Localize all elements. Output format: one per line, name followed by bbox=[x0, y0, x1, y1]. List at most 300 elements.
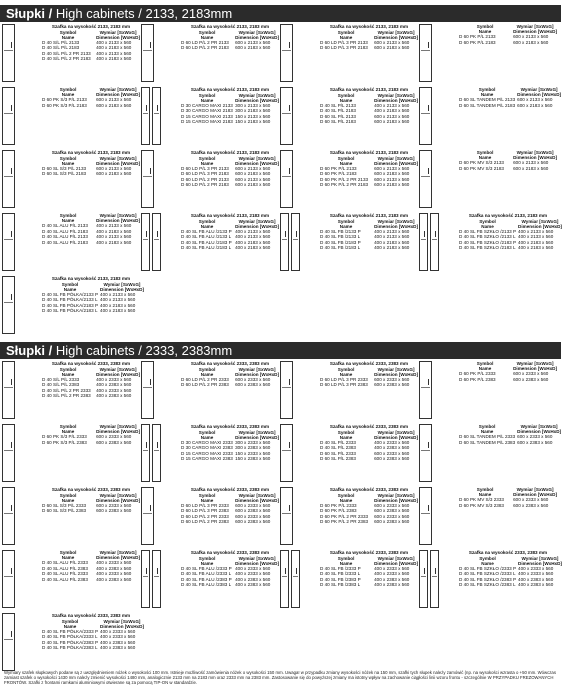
product-title: Szafka na wysokość 2333, 2383 mm bbox=[51, 487, 131, 492]
product-spec bbox=[320, 87, 418, 125]
symbol-value: D 60 LD P/L 2 PR 2183 bbox=[181, 45, 229, 51]
dimension-value: 600 x 2383 x 560 bbox=[374, 519, 410, 525]
symbol-value: D 40 SL FB ALU /2383 P bbox=[181, 576, 232, 582]
symbol-value: D 40 SL FB /2333 P bbox=[320, 565, 361, 571]
dimension-value: 600 x 2183 x 560 bbox=[235, 45, 271, 51]
symbol-header: Symbol bbox=[476, 24, 494, 29]
spec-table bbox=[320, 30, 418, 51]
cabinet-drawings bbox=[419, 424, 432, 484]
symbol-column bbox=[459, 487, 511, 508]
symbol-value: D 40 SL FB /2333 L bbox=[320, 571, 361, 577]
name-header: Name bbox=[339, 434, 353, 440]
symbol-value: D 60 PK P/L 2 PR 2383 bbox=[320, 519, 369, 525]
dimension-header: Dimension [WxHxD] bbox=[235, 497, 279, 503]
cabinet-drawings bbox=[2, 613, 15, 673]
name-header: Name bbox=[339, 34, 353, 40]
product-spec bbox=[181, 550, 279, 588]
symbol-header: Symbol bbox=[198, 92, 216, 98]
dimension-header: Dimension [WxHxD] bbox=[235, 97, 279, 103]
symbol-header: Symbol bbox=[476, 361, 494, 366]
symbol-column bbox=[320, 219, 372, 251]
cabinet-handle-icon bbox=[146, 568, 147, 574]
dimension-column bbox=[235, 556, 279, 588]
product-title: Szafka na wysokość 2333, 2383 mm bbox=[329, 487, 409, 492]
product-spec bbox=[181, 87, 279, 125]
dimension-value: 600 x 2383 x 560 bbox=[513, 502, 549, 508]
dimension-value: 400 x 2333 x 560 bbox=[96, 376, 132, 382]
wymiar-header: Wymiar [SxWxG] bbox=[99, 87, 137, 92]
cabinet-drawings bbox=[2, 24, 15, 84]
product-title: Szafka na wysokość 2333, 2383 mm bbox=[190, 550, 270, 555]
dimension-column bbox=[374, 156, 418, 188]
dimension-value: 600 x 2383 x 560 bbox=[235, 382, 271, 388]
dimension-value: 600 x 2133 x 560 bbox=[513, 160, 549, 165]
cabinet-drawing-icon bbox=[2, 550, 15, 608]
wymiar-header: Wymiar [SxWxG] bbox=[516, 487, 554, 492]
symbol-value: D 60 PK S/3 P/L 2133 bbox=[42, 97, 87, 102]
dimension-value: 300 x 2383 x 560 bbox=[235, 445, 271, 451]
symbol-value: D 60 LD P/L 3 PR 2133 bbox=[181, 165, 229, 171]
symbol-column bbox=[42, 493, 94, 514]
dimension-header: Dimension [WxHxD] bbox=[374, 160, 418, 166]
product-title: Szafka na wysokość 2133, 2183 mm bbox=[190, 87, 270, 92]
symbol-column bbox=[42, 282, 98, 314]
dimension-value: 400 x 2333 x 560 bbox=[100, 634, 136, 640]
name-header: Name bbox=[61, 34, 75, 40]
symbol-value: D 40 SL ALU P/L 2183 bbox=[42, 228, 88, 234]
dimension-column bbox=[513, 24, 557, 45]
name-header: Name bbox=[200, 97, 214, 103]
name-header: Name bbox=[200, 560, 214, 566]
dimension-value: 400 x 2333 x 560 bbox=[96, 571, 132, 577]
dimension-column bbox=[100, 282, 144, 314]
wymiar-header: Wymiar [SxWxG] bbox=[238, 155, 276, 161]
cabinet-handle-icon bbox=[285, 568, 286, 574]
product-title: Szafka na wysokość 2133, 2183 mm bbox=[190, 150, 270, 155]
symbol-value: D 60 LD P/L 2 PR 2133 bbox=[181, 176, 229, 182]
symbol-header: Symbol bbox=[476, 487, 494, 492]
symbol-header: Symbol bbox=[59, 492, 77, 498]
cabinet-drawing-icon bbox=[419, 361, 432, 419]
symbol-value: D 40 SL ALU P/L 2183 bbox=[42, 239, 88, 245]
dimension-value: 400 x 2383 x 560 bbox=[235, 576, 271, 582]
product-title: Szafka na wysokość 2133, 2183 mm bbox=[51, 276, 131, 281]
cabinet-drawing-icon bbox=[2, 361, 15, 419]
spec-table bbox=[459, 218, 562, 251]
name-header: Name bbox=[478, 492, 492, 497]
cabinet-drawings bbox=[280, 424, 293, 484]
dimension-column bbox=[517, 424, 561, 445]
cabinet-drawings bbox=[2, 87, 15, 147]
product-spec bbox=[181, 424, 279, 462]
dimension-value: 600 x 2333 x 560 bbox=[374, 513, 410, 519]
wymiar-header: Wymiar [SxWxG] bbox=[238, 429, 276, 435]
dimension-value: 300 x 2333 x 560 bbox=[235, 439, 271, 445]
cabinet-handle-icon bbox=[435, 568, 436, 574]
product-spec bbox=[320, 213, 418, 251]
cabinet-handle-icon bbox=[150, 42, 151, 48]
wymiar-header: Wymiar [SxWxG] bbox=[377, 429, 415, 435]
symbol-value: D 40 SL FB ALU /2383 L bbox=[181, 582, 232, 588]
dimension-header: Dimension [WxHxD] bbox=[96, 429, 140, 434]
symbol-header: Symbol bbox=[59, 550, 77, 555]
cabinet-handle-icon bbox=[150, 168, 151, 174]
symbol-value: D 40 SL FB /2183 P bbox=[320, 239, 361, 245]
symbol-header: Symbol bbox=[59, 366, 77, 372]
cabinet-drawings bbox=[141, 150, 154, 210]
name-header: Name bbox=[339, 97, 353, 103]
dimension-value: 400 x 2133 x 560 bbox=[100, 297, 136, 303]
symbol-value: D 40 SL FB SZKŁO /2333 L bbox=[459, 571, 516, 577]
dimension-value: 600 x 2333 x 560 bbox=[235, 376, 271, 382]
product-title: Szafka na wysokość 2333, 2383 mm bbox=[190, 424, 270, 429]
symbol-value: D 60 LD P/L 2 PR 2383 bbox=[181, 519, 229, 525]
spec-table bbox=[42, 424, 140, 445]
section-title-bold: Słupki / bbox=[6, 343, 53, 358]
symbol-header: Symbol bbox=[198, 555, 216, 561]
symbol-column bbox=[320, 156, 372, 188]
symbol-column bbox=[459, 556, 516, 588]
dimension-header: Dimension [WxHxD] bbox=[517, 92, 562, 97]
dimension-value: 400 x 2133 x 560 bbox=[235, 228, 271, 234]
symbol-value: D 15 CARGO MAXI 2133 bbox=[181, 113, 233, 119]
product-cell bbox=[141, 87, 279, 149]
symbol-column bbox=[181, 367, 233, 388]
product-cell bbox=[2, 213, 140, 275]
dimension-value: 400 x 2133 x 560 bbox=[96, 39, 132, 45]
section-header-1 bbox=[0, 5, 561, 22]
product-title: Szafka na wysokość 2133, 2183 mm bbox=[51, 24, 131, 29]
product-spec bbox=[459, 487, 557, 508]
dimension-value: 400 x 2333 x 560 bbox=[374, 571, 410, 577]
product-cell bbox=[419, 487, 557, 549]
symbol-value: D 60 PK MV S/3 2133 bbox=[459, 160, 504, 165]
symbol-column bbox=[42, 367, 94, 399]
cabinet-handle-icon bbox=[157, 568, 158, 574]
name-header: Name bbox=[61, 555, 75, 560]
symbol-header: Symbol bbox=[59, 155, 77, 161]
product-cell bbox=[419, 550, 562, 612]
cabinet-drawings bbox=[280, 24, 293, 84]
cabinet-handle-icon bbox=[157, 231, 158, 237]
symbol-value: D 40 SL FB PÓŁKA/2183 P bbox=[42, 302, 99, 308]
dimension-value: 600 x 2133 x 560 bbox=[235, 39, 271, 45]
dimension-value: 400 x 2333 x 560 bbox=[96, 560, 132, 565]
cabinet-drawings bbox=[419, 361, 432, 421]
product-cell bbox=[2, 87, 140, 149]
cabinet-handle-icon bbox=[146, 105, 147, 111]
symbol-column bbox=[42, 424, 94, 445]
name-header: Name bbox=[339, 497, 353, 503]
product-cell bbox=[280, 424, 418, 486]
dimension-value: 400 x 2383 x 560 bbox=[374, 582, 410, 588]
symbol-value: D 60 SL P/L 2183 bbox=[320, 119, 356, 125]
cabinet-drawing-icon bbox=[141, 150, 154, 208]
dimension-value: 600 x 2333 x 560 bbox=[235, 513, 271, 519]
cabinet-drawing-icon bbox=[141, 550, 150, 608]
spec-table bbox=[181, 493, 279, 525]
spec-table bbox=[320, 219, 418, 251]
name-header: Name bbox=[61, 429, 75, 434]
dimension-value: 600 x 2183 x 560 bbox=[513, 39, 549, 45]
symbol-value: D 60 SL P/L 2383 bbox=[320, 456, 356, 462]
cabinet-drawing-icon bbox=[2, 613, 15, 671]
cabinet-handle-icon bbox=[289, 168, 290, 174]
cabinet-drawing-icon bbox=[2, 424, 15, 482]
symbol-value: D 40 S/L P/L 2 PR 2333 bbox=[42, 387, 91, 393]
dimension-value: 400 x 2183 x 560 bbox=[100, 302, 136, 308]
dimension-column bbox=[517, 87, 561, 108]
wymiar-header: Wymiar [SxWxG] bbox=[99, 366, 137, 372]
cabinet-drawing-icon bbox=[419, 550, 428, 608]
wymiar-header: Wymiar [SxWxG] bbox=[377, 29, 415, 35]
symbol-value: D 60 PK MV S/3 2333 bbox=[459, 497, 504, 502]
cabinet-handle-icon bbox=[424, 231, 425, 237]
wymiar-header: Wymiar [SxWxG] bbox=[99, 550, 137, 555]
symbol-column bbox=[42, 87, 94, 108]
symbol-value: D 40 SL FB ALU /2333 P bbox=[181, 565, 232, 571]
name-header: Name bbox=[200, 160, 214, 166]
product-spec bbox=[42, 24, 140, 62]
cabinet-drawings bbox=[419, 24, 432, 84]
cabinet-drawings bbox=[2, 213, 15, 273]
dimension-value: 400 x 2133 x 560 bbox=[235, 234, 271, 240]
dimension-column bbox=[96, 493, 140, 514]
cabinet-drawing-icon bbox=[152, 87, 161, 145]
product-title: Szafka na wysokość 2333, 2383 mm bbox=[51, 361, 131, 366]
dimension-column bbox=[96, 367, 140, 399]
product-spec bbox=[459, 361, 557, 382]
product-spec bbox=[42, 150, 140, 177]
spec-table bbox=[181, 367, 279, 388]
wymiar-header: Wymiar [SxWxG] bbox=[103, 618, 141, 624]
symbol-header: Symbol bbox=[198, 29, 216, 35]
dimension-column bbox=[96, 30, 140, 62]
dimension-value: 600 x 2183 x 560 bbox=[96, 171, 132, 177]
symbol-value: D 40 SL FB /2133 L bbox=[320, 234, 361, 240]
dimension-value: 600 x 2133 x 560 bbox=[96, 165, 132, 171]
product-title: Szafka na wysokość 2133, 2183 mm bbox=[329, 87, 409, 92]
symbol-header: Symbol bbox=[479, 555, 496, 561]
symbol-value: D 60 LD P/L 3 PR 2383 bbox=[320, 382, 368, 388]
dimension-value: 400 x 2333 x 560 bbox=[235, 571, 271, 577]
cabinet-handle-icon bbox=[150, 505, 151, 511]
product-spec bbox=[42, 276, 144, 314]
cabinet-drawings bbox=[419, 150, 432, 210]
dimension-header: Dimension [WxHxD] bbox=[235, 434, 279, 440]
dimension-value: 400 x 2183 x 560 bbox=[235, 245, 271, 251]
dimension-column bbox=[374, 219, 418, 251]
dimension-column bbox=[235, 30, 279, 51]
cabinet-drawing-icon bbox=[141, 213, 150, 271]
cabinet-handle-icon bbox=[11, 105, 12, 111]
symbol-value: D 40 SL FB SZKŁO /2383 L bbox=[459, 582, 516, 588]
symbol-value: D 60 PK P/L 2183 bbox=[459, 39, 496, 45]
dimension-column bbox=[235, 219, 279, 251]
product-cell bbox=[2, 550, 140, 612]
symbol-column bbox=[42, 550, 94, 582]
symbol-header: Symbol bbox=[198, 492, 216, 498]
cabinet-drawing-icon bbox=[280, 550, 289, 608]
cabinet-handle-icon bbox=[289, 379, 290, 385]
dimension-value: 400 x 2383 x 560 bbox=[518, 576, 554, 582]
symbol-column bbox=[181, 93, 233, 125]
dimension-value: 400 x 2183 x 560 bbox=[518, 239, 554, 245]
symbol-value: D 60 SL S/3 P/L 2383 bbox=[42, 508, 87, 514]
name-header: Name bbox=[200, 223, 214, 229]
name-header: Name bbox=[481, 223, 494, 229]
dimension-column bbox=[235, 367, 279, 388]
symbol-column bbox=[459, 424, 515, 445]
name-header: Name bbox=[61, 160, 75, 166]
dimension-header: Dimension [WxHxD] bbox=[235, 371, 279, 377]
product-cell bbox=[419, 24, 557, 86]
symbol-value: D 40 SL FB SZKŁO /2333 P bbox=[459, 565, 517, 571]
spec-table bbox=[459, 424, 562, 445]
symbol-header: Symbol bbox=[337, 366, 355, 372]
dimension-header: Dimension [WxHxD] bbox=[96, 497, 140, 503]
dimension-value: 150 x 2383 x 560 bbox=[235, 456, 271, 462]
symbol-header: Symbol bbox=[479, 218, 496, 224]
product-cell bbox=[280, 87, 418, 149]
product-title: Szafka na wysokość 2333, 2383 mm bbox=[190, 487, 270, 492]
dimension-column bbox=[374, 493, 418, 525]
product-spec bbox=[181, 150, 279, 188]
wymiar-header: Wymiar [SxWxG] bbox=[516, 361, 554, 366]
symbol-header: Symbol bbox=[337, 429, 355, 435]
dimension-value: 600 x 2183 x 560 bbox=[513, 165, 549, 171]
symbol-header: Symbol bbox=[198, 429, 216, 435]
symbol-header: Symbol bbox=[337, 492, 355, 498]
symbol-column bbox=[459, 87, 515, 108]
symbol-value: D 40 SL FB PÓŁKA/2133 P bbox=[42, 291, 99, 297]
name-header: Name bbox=[200, 371, 214, 377]
product-title: Szafka na wysokość 2333, 2383 mm bbox=[329, 361, 409, 366]
product-spec bbox=[459, 150, 557, 171]
dimension-header: Dimension [WxHxD] bbox=[100, 286, 144, 292]
cabinet-handle-icon bbox=[157, 105, 158, 111]
cabinet-drawing-icon bbox=[141, 424, 150, 482]
wymiar-header: Wymiar [SxWxG] bbox=[99, 213, 137, 218]
symbol-header: Symbol bbox=[337, 155, 355, 161]
cabinet-handle-icon bbox=[428, 505, 429, 511]
symbol-value: D 60 SL S/3 P/L 2183 bbox=[42, 171, 87, 177]
dimension-value: 600 x 2183 x 560 bbox=[374, 45, 410, 51]
dimension-value: 400 x 2133 x 560 bbox=[518, 234, 554, 240]
product-spec bbox=[320, 424, 418, 462]
dimension-value: 400 x 2383 x 560 bbox=[96, 382, 132, 388]
product-title: Szafka na wysokość 2133, 2183 mm bbox=[190, 213, 270, 218]
symbol-header: Symbol bbox=[59, 424, 77, 429]
wymiar-header: Wymiar [SxWxG] bbox=[520, 87, 558, 92]
dimension-value: 600 x 2333 x 560 bbox=[513, 497, 549, 502]
dimension-header: Dimension [WxHxD] bbox=[513, 492, 557, 497]
spec-table bbox=[181, 556, 279, 588]
symbol-column bbox=[181, 30, 233, 51]
cabinet-drawing-icon bbox=[419, 24, 432, 82]
spec-table bbox=[459, 150, 557, 171]
symbol-column bbox=[320, 556, 372, 588]
cabinet-drawings bbox=[2, 424, 15, 484]
symbol-value: D 60 SL TANDEM P/L 2133 bbox=[459, 97, 516, 102]
product-cell bbox=[280, 213, 418, 275]
symbol-value: D 60 LD P/L 2 PR 2183 bbox=[181, 182, 229, 188]
dimension-column bbox=[513, 361, 557, 382]
cabinet-drawing-icon bbox=[419, 87, 432, 145]
spec-table bbox=[459, 87, 562, 108]
dimension-header: Dimension [WxHxD] bbox=[374, 560, 418, 566]
product-title: Szafka na wysokość 2333, 2383 mm bbox=[468, 550, 548, 555]
symbol-header: Symbol bbox=[337, 218, 355, 224]
dimension-header: Dimension [WxHxD] bbox=[235, 560, 279, 566]
dimension-value: 300 x 2133 x 560 bbox=[235, 102, 271, 108]
dimension-value: 600 x 2133 x 560 bbox=[235, 176, 271, 182]
cabinet-handle-icon bbox=[11, 379, 12, 385]
product-cell bbox=[2, 361, 140, 423]
cabinet-drawings bbox=[141, 487, 154, 547]
cabinet-drawing-icon bbox=[419, 424, 432, 482]
cabinet-handle-icon bbox=[428, 379, 429, 385]
cabinet-handle-icon bbox=[146, 442, 147, 448]
dimension-value: 400 x 2333 x 560 bbox=[374, 565, 410, 571]
cabinet-drawings bbox=[141, 361, 154, 421]
symbol-value: D 40 SL ALU P/L 2333 bbox=[42, 560, 88, 565]
dimension-column bbox=[374, 30, 418, 51]
product-title: Szafka na wysokość 2333, 2383 mm bbox=[329, 424, 409, 429]
symbol-value: D 60 PK P/L 2 PR 2133 bbox=[320, 176, 369, 182]
product-cell bbox=[419, 361, 557, 423]
product-spec bbox=[181, 213, 279, 251]
dimension-value: 600 x 2383 x 560 bbox=[96, 439, 132, 445]
dimension-value: 600 x 2183 x 560 bbox=[235, 171, 271, 177]
symbol-value: D 40 SL FB /2183 L bbox=[320, 245, 361, 251]
dimension-value: 600 x 2333 x 560 bbox=[96, 434, 132, 439]
dimension-value: 400 x 2333 x 560 bbox=[96, 387, 132, 393]
spec-table bbox=[459, 487, 557, 508]
dimension-value: 600 x 2133 x 560 bbox=[374, 39, 410, 45]
product-cell bbox=[419, 213, 562, 275]
symbol-value: D 15 CARGO MAXI 2383 bbox=[181, 456, 233, 462]
cabinet-handle-icon bbox=[11, 631, 12, 637]
symbol-value: D 60 LD P/L 3 PR 2333 bbox=[181, 502, 229, 508]
product-spec bbox=[320, 361, 418, 388]
product-title: Szafka na wysokość 2133, 2183 mm bbox=[329, 24, 409, 29]
cabinet-handle-icon bbox=[11, 168, 12, 174]
cabinet-handle-icon bbox=[296, 231, 297, 237]
symbol-value: D 40 SL FB /2383 L bbox=[320, 582, 361, 588]
cabinet-drawing-icon bbox=[280, 213, 289, 271]
spec-table bbox=[42, 30, 140, 62]
dimension-value: 400 x 2133 x 560 bbox=[100, 291, 136, 297]
wymiar-header: Wymiar [SxWxG] bbox=[521, 555, 559, 561]
cabinet-drawing-icon bbox=[2, 24, 15, 82]
symbol-header: Symbol bbox=[59, 87, 77, 92]
dimension-value: 600 x 2333 x 560 bbox=[374, 450, 410, 456]
symbol-value: D 40 SL FB SZKŁO /2183 P bbox=[459, 239, 517, 245]
cabinet-drawing-icon bbox=[2, 276, 15, 334]
spec-table bbox=[42, 618, 144, 651]
dimension-column bbox=[513, 150, 557, 171]
dimension-value: 600 x 2183 x 560 bbox=[235, 182, 271, 188]
wymiar-header: Wymiar [SxWxG] bbox=[238, 92, 276, 98]
symbol-column bbox=[181, 556, 233, 588]
dimension-value: 400 x 2383 x 560 bbox=[518, 582, 554, 588]
dimension-column bbox=[513, 487, 557, 508]
dimension-value: 600 x 2133 x 560 bbox=[374, 176, 410, 182]
name-header: Name bbox=[61, 371, 75, 377]
wymiar-header: Wymiar [SxWxG] bbox=[377, 366, 415, 372]
cabinet-drawings bbox=[2, 150, 15, 210]
